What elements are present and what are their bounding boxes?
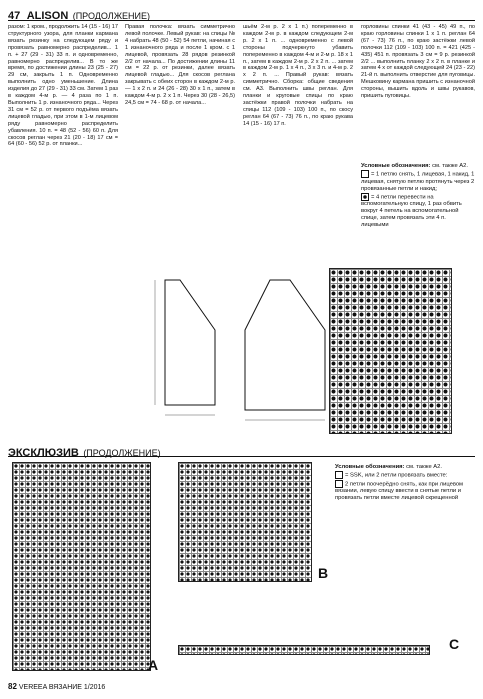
legend-1-item-2: = 4 петли перевести на вспомогательную спицу, 1 раз обвить вокруг 4 петель на вспомогательной спице, затем провязать эти 4 п. лицевыми (361, 194, 462, 229)
chart-c (178, 645, 430, 655)
legend-2-see: см. также А2. (406, 464, 442, 470)
column-1-text: разом: 1 кром., продолжить 14 (15 - 16) 17 структурного узора, для планки кармана вязать резинку на следующем ряду и провязать равномерно распределив... 1 п. + 27 (29 - 31) 33 п. и одновременно, равномерно распределив... В то же время, по достижении длины 23 (25 - 27) 29 см, закрыть 1 п. Одновременно выполнить одно уменьшение. Длина изделия до 27 (29 - 31) 33 см. Затем 1 раз в каждом 4-м р. — 4 раза по 1 п. Выполнить 1 р. изнаночного ряда... Через 31 см = 52 р. от первого подъёма вязать лицевой гладью, при этом в 1-м лицевом ряду равномерно распределить убавления. 10 п. = 48 (52 - 56) 60 п. Для скосов реглан через 21 (20 - 18) 17 см = 64 (60 - 56) 52 р. от планки... (8, 24, 118, 148)
slip-stitch-icon (361, 170, 369, 178)
text-column-1 (8, 24, 118, 329)
journal-name: VEREEA ВЯЗАНИЕ 1/2016 (18, 684, 106, 691)
page-footer (8, 682, 105, 691)
cable-stitch-icon (361, 193, 369, 201)
legend-2-title: Условные обозначения: (335, 464, 405, 470)
column-3-text: шьём 2-м р. 2 х 1 п.) попеременно в каждом 2-м р. в каждом следующем 2-м р. 2 х 1 п. ... одновременно с левой стороны подчеркнуто убавить попеременно в каждом 4-м и 2-м р. 18 х 1 п., затем в каждом 2-м р. 2 х 2 п. ... затем в каждом 2-м р. 1 х 4 п., 3 х 3 п. и 4-м р. 2 х 2 п. ... Правый рукав: вязать симметрично. Сборка: общие сведения см. А3. Выполнить швы реглан. Для планки и круговые спицы по краю застёжки правой полочки набрать на спицы 112 (109 - 103) 100 п., по скосу реглан 64 (67 - 73) 76 п., по краю рукава 14 (15 - 16) 17 п. (243, 24, 353, 127)
sleeve-schematic (245, 280, 325, 410)
k2tog-icon (335, 480, 343, 488)
section-2-header (8, 443, 475, 457)
pattern-number: 47 (8, 10, 21, 22)
chart-a-label: A (148, 657, 159, 673)
page-number: 82 (8, 682, 17, 691)
legend-1-title: Условные обозначения: (361, 163, 431, 169)
column-2-text: Правая полочка: вязать симметрично левой полочке. Левый рукав: на спицы № 4 набрать 48 (50 - 52) 54 петли, начиная с 1 изнаночного ряда и после 1 кром. с 1 лицевой, провязать 28 рядов резинкой 2/2 от начала... По достижении длины 11 см = 22 р. от резинки, далее вязать лицевой гладью... Для скосов реглана закрывать с обеих сторон в каждом 2-м р. — 1 х 2 п. и 24 (26 - 28) 30 х 1 п., затем в каждом 4-м р. 2 х 1 п. Через 30 (28 - 26,5) 24,5 см = 74 - 68 р. от начала... (125, 24, 235, 106)
chart-b-label: B (318, 565, 329, 581)
pattern-subtitle: (ПРОДОЛЖЕНИЕ) (72, 11, 150, 21)
legend-2 (335, 464, 475, 502)
pattern-title: ALISON (26, 10, 69, 22)
text-column-4 (361, 24, 475, 159)
legend-2-item-1: = SSK, или 2 петли провязать вместе: (345, 472, 448, 479)
front-schematic (165, 280, 215, 405)
ssk-icon (335, 471, 343, 479)
section-2-title: ЭКСКЛЮЗИВ (8, 447, 79, 459)
legend-1-see: см. также А2. (432, 163, 468, 169)
column-4-text: горловины спинки 41 (43 - 45) 49 п., по краю горловины спинки 1 х 1 п. реглан 64 (67 - 73) 76 п., по краю застёжки левой полочки 112 (109 - 103) 100 п. = 421 (425 - 435) 451 п. провязать 3 см = 9 р. резинкой 2/2 ... выполнить планку 2 х 2 п. в планке и затем 4 х от каждой следующей 24 (23 - 22) 21-й п. выполнить отверстие для пуговицы. Мешковину кармана пришить с изнаночной стороны, вышить вдоль и швы рукавов, пришить пуговицы. (361, 24, 475, 100)
legend-2-item-2: 2 петли поочерёдно снять, как при лицевом вязании, левую спицу ввести в снятые петли и провязать петли вместе лицевой скрещенной (335, 481, 464, 502)
legend-1-item-1: = 1 петлю снять, 1 лицевая, 1 накид, 1 лицевая, снятую петлю протянуть через 2 провязанные петли и накид; (361, 171, 475, 192)
chart-a (12, 462, 151, 671)
chart-b (178, 462, 312, 582)
stitch-chart-1 (329, 268, 452, 434)
legend-1 (361, 163, 475, 229)
garment-schematics (125, 270, 355, 430)
text-column-2 (125, 24, 235, 224)
section-2-rule (8, 456, 475, 457)
section-2-subtitle: (ПРОДОЛЖЕНИЕ) (83, 448, 161, 458)
chart-c-label: C (449, 636, 460, 652)
section-header (8, 6, 475, 22)
header-rule (8, 20, 475, 21)
